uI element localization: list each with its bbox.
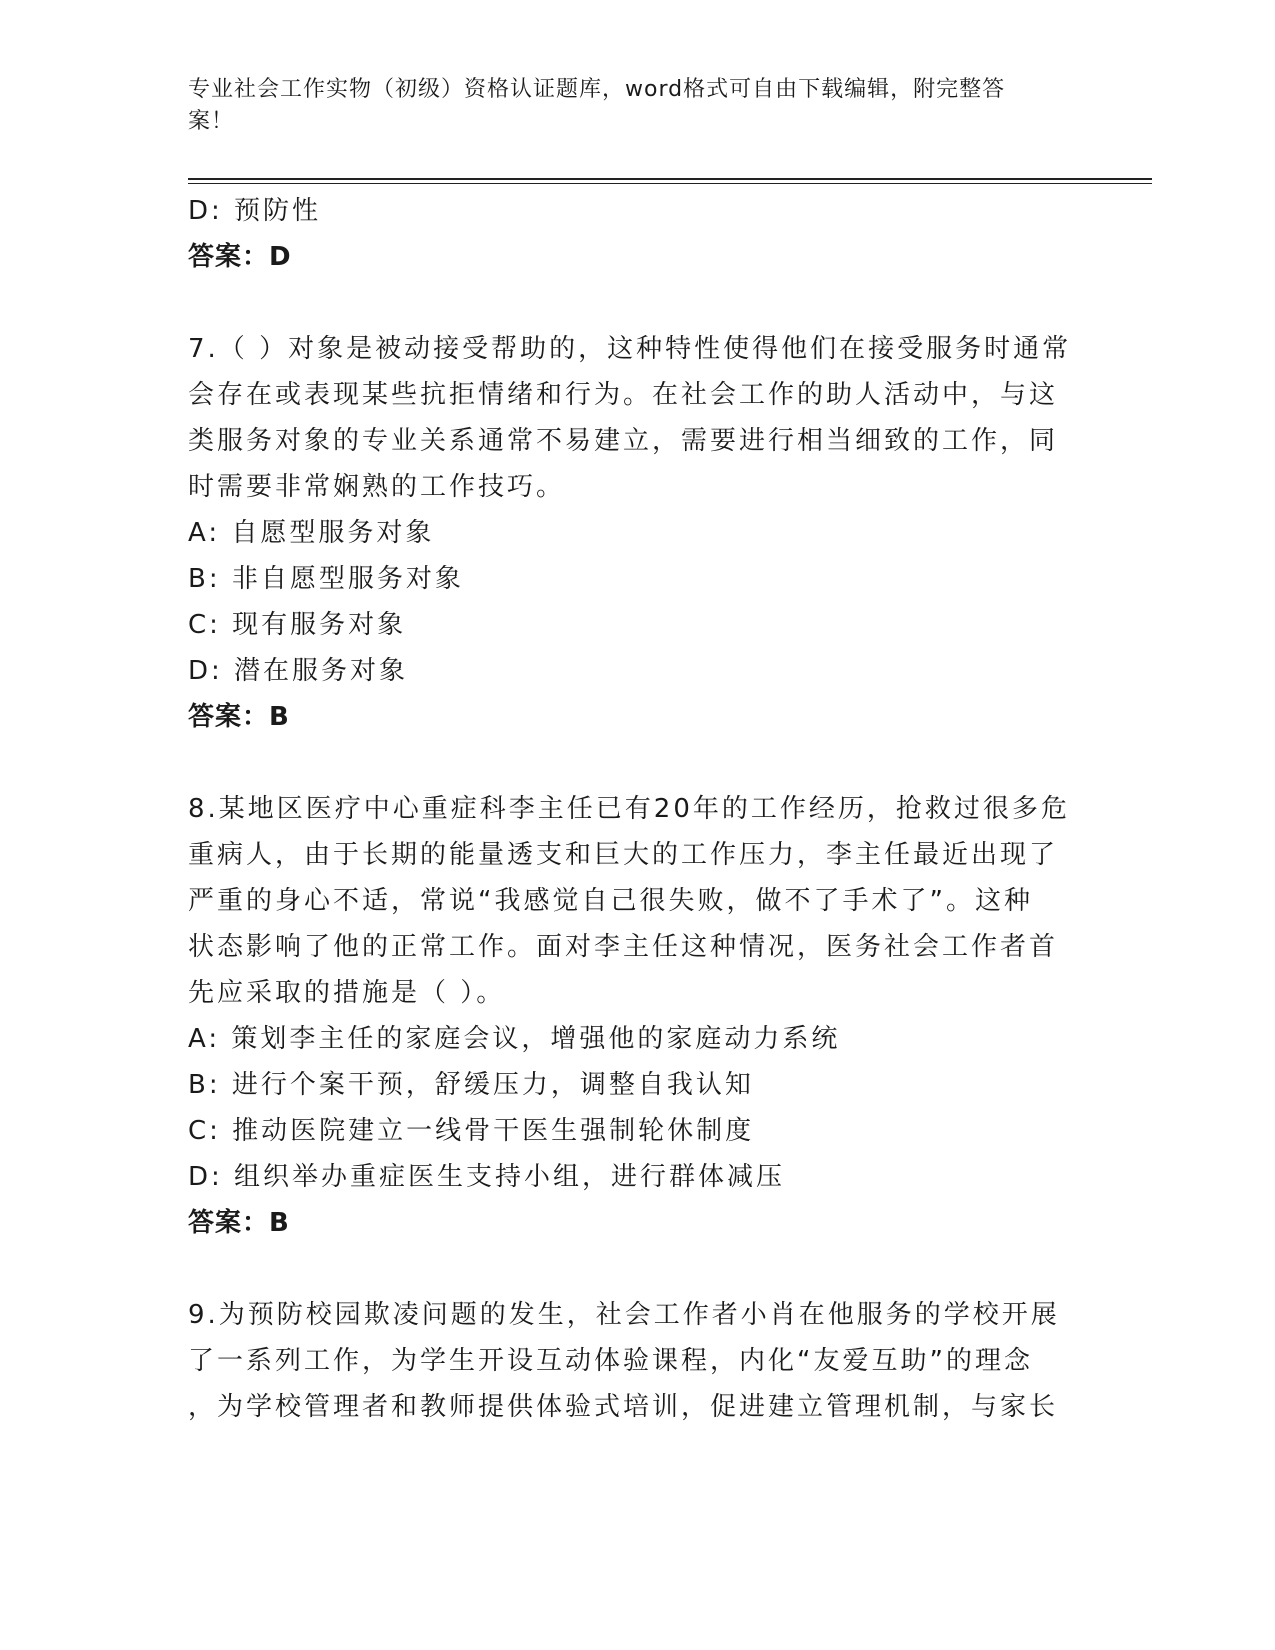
question-9-line: 了一系列工作，为学生开设互动体验课程，内化“友爱互助”的理念: [188, 1346, 1033, 1376]
question-9: [188, 1292, 1068, 1430]
question-7-option-a: A: 自愿型服务对象: [188, 518, 435, 548]
question-8-option-a: A: 策划李主任的家庭会议，增强他的家庭动力系统: [188, 1024, 841, 1054]
prev-answer: 答案：D: [188, 242, 292, 272]
question-8-option-d: D: 组织举办重症医生支持小组，进行群体减压: [188, 1162, 786, 1192]
question-7-answer: 答案：B: [188, 702, 290, 732]
spacer: [188, 1246, 1068, 1292]
document-body: [188, 188, 1072, 1430]
question-8-option-b: B: 进行个案干预，舒缓压力，调整自我认知: [188, 1070, 754, 1100]
question-7-line: 7.（ ）对象是被动接受帮助的，这种特性使得他们在接受服务时通常: [188, 334, 1072, 364]
spacer: [188, 280, 1068, 326]
question-9-line: 9.为预防校园欺凌问题的发生，社会工作者小肖在他服务的学校开展: [188, 1300, 1060, 1330]
question-8: [188, 786, 1068, 1246]
page-header: [188, 74, 1068, 138]
question-7-line: 会存在或表现某些抗拒情绪和行为。在社会工作的助人活动中，与这: [188, 380, 1059, 410]
question-7-option-c: C: 现有服务对象: [188, 610, 407, 640]
prev-option-d: D: 预防性: [188, 196, 322, 226]
question-7-option-b: B: 非自愿型服务对象: [188, 564, 464, 594]
header-line-2: 案！: [188, 109, 235, 134]
question-8-line: 先应采取的措施是（ ）。: [188, 978, 506, 1008]
question-7: [188, 326, 1072, 740]
question-7-line: 类服务对象的专业关系通常不易建立，需要进行相当细致的工作，同: [188, 426, 1059, 456]
question-8-line: 8.某地区医疗中心重症科李主任已有20年的工作经历，抢救过很多危: [188, 794, 1070, 824]
question-8-line: 严重的身心不适，常说“我感觉自己很失败，做不了手术了”。这种: [188, 886, 1033, 916]
header-divider-thin: [188, 183, 1152, 184]
question-9-line: ，为学校管理者和教师提供体验式培训，促进建立管理机制，与家长: [188, 1392, 1059, 1422]
question-8-line: 重病人，由于长期的能量透支和巨大的工作压力，李主任最近出现了: [188, 840, 1059, 870]
question-8-line: 状态影响了他的正常工作。面对李主任这种情况，医务社会工作者首: [188, 932, 1059, 962]
spacer: [188, 740, 1068, 786]
header-line-1: 专业社会工作实物（初级）资格认证题库，word格式可自由下载编辑，附完整答: [188, 77, 1006, 102]
question-8-answer: 答案：B: [188, 1208, 290, 1238]
question-7-option-d: D: 潜在服务对象: [188, 656, 409, 686]
question-8-option-c: C: 推动医院建立一线骨干医生强制轮休制度: [188, 1116, 755, 1146]
question-7-line: 时需要非常娴熟的工作技巧。: [188, 472, 566, 502]
header-divider-thick: [188, 178, 1152, 180]
